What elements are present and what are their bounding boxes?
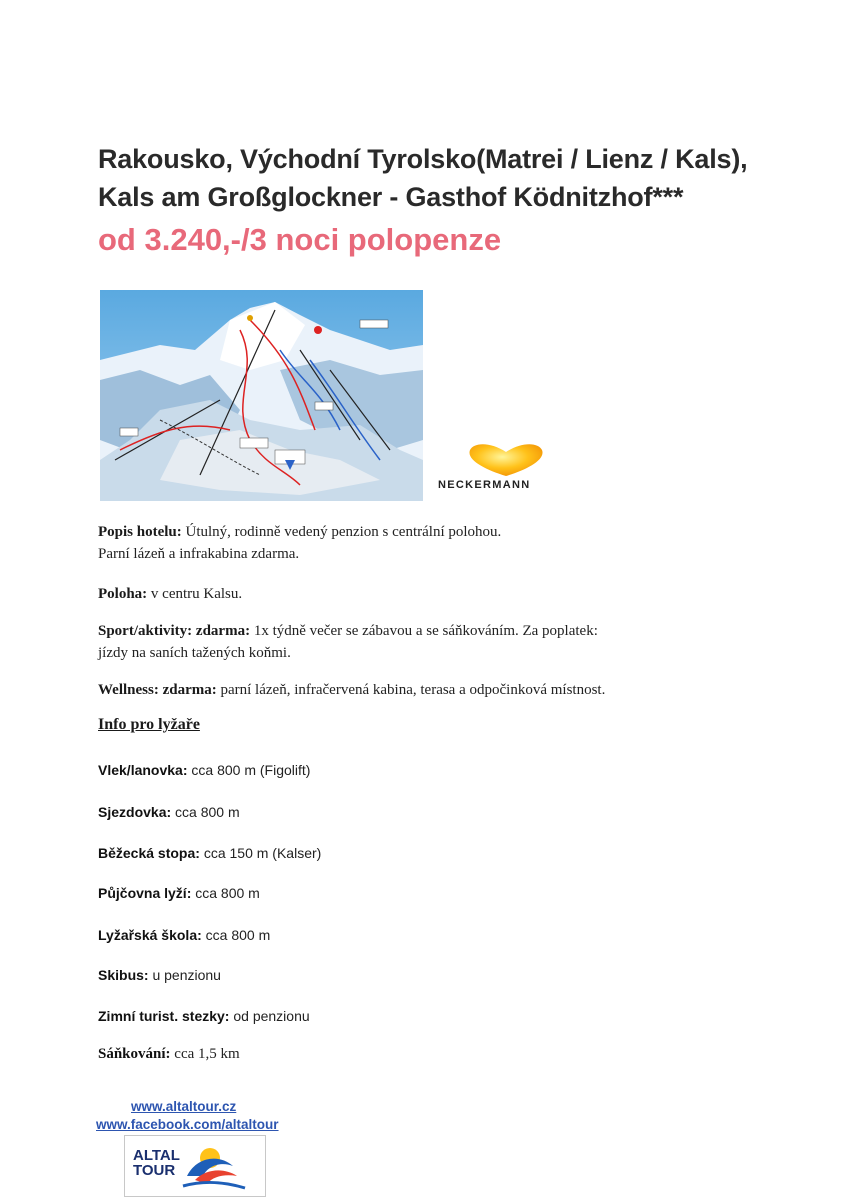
ski-info-heading: Info pro lyžaře	[98, 716, 200, 733]
neckermann-wordmark: NECKERMANN	[438, 479, 531, 491]
neckermann-heart-icon	[436, 440, 576, 480]
ski-info-value: cca 800 m (Figolift)	[187, 762, 311, 778]
ski-info-label: Půjčovna lyží:	[98, 885, 192, 901]
wellness-label: Wellness: zdarma:	[98, 682, 217, 698]
ski-info-label: Běžecká stopa:	[98, 845, 200, 861]
ski-info-value: cca 1,5 km	[170, 1046, 240, 1062]
ski-info-value: u penzionu	[148, 967, 221, 983]
hotel-description	[98, 521, 501, 565]
title-line-1: Rakousko, Východní Tyrolsko(Matrei / Lienz / Kals),	[98, 144, 748, 174]
ski-info-row	[98, 1008, 310, 1024]
title-line-2: Kals am Großglockner - Gasthof Ködnitzhof***	[98, 182, 684, 212]
altal-line-1: ALTAL	[133, 1147, 180, 1164]
altal-line-2: TOUR	[133, 1162, 176, 1179]
location-label: Poloha:	[98, 586, 148, 602]
ski-info-row	[98, 762, 310, 778]
wellness-text: parní lázeň, infračervená kabina, terasa a odpočinková místnost.	[216, 682, 606, 698]
ski-info-value: cca 800 m	[201, 927, 271, 943]
ski-info-row	[98, 1046, 240, 1063]
ski-info-row	[98, 967, 221, 983]
sport-text-2: jízdy na saních tažených koňmi.	[98, 645, 291, 661]
altal-tour-logo	[124, 1135, 266, 1197]
location-paragraph	[98, 583, 242, 605]
ski-info-row	[98, 845, 321, 861]
hotel-label: Popis hotelu:	[98, 524, 182, 540]
website-link[interactable]: www.altaltour.cz	[131, 1099, 237, 1114]
ski-info-value: od penzionu	[229, 1008, 310, 1024]
ski-info-label: Zimní turist. stezky:	[98, 1008, 230, 1024]
page-title	[98, 140, 747, 216]
hotel-text-2: Parní lázeň a infrakabina zdarma.	[98, 546, 300, 562]
ski-info-row	[98, 927, 270, 943]
ski-info-label: Sjezdovka:	[98, 804, 172, 820]
facebook-link[interactable]: www.facebook.com/altaltour	[96, 1117, 279, 1132]
ski-info-label: Sáňkování:	[98, 1046, 171, 1062]
ski-info-value: cca 800 m	[191, 885, 260, 901]
ski-info-row	[98, 804, 240, 820]
ski-info-label: Lyžařská škola:	[98, 927, 202, 943]
price-heading: od 3.240,-/3 noci polopenze	[98, 222, 502, 257]
ski-info-row	[98, 885, 260, 901]
sport-label: Sport/aktivity: zdarma:	[98, 623, 251, 639]
sport-text-1: 1x týdně večer se zábavou a se sáňkováním. Za poplatek:	[250, 623, 598, 639]
ski-info-value: cca 800 m	[171, 804, 240, 820]
ski-info-label: Vlek/lanovka:	[98, 762, 188, 778]
hotel-text-1: Útulný, rodinně vedený penzion s centrální polohou.	[181, 524, 502, 540]
wellness-paragraph	[98, 679, 605, 701]
sport-paragraph	[98, 620, 598, 664]
location-text: v centru Kalsu.	[147, 586, 243, 602]
ski-area-map	[100, 290, 423, 501]
altal-wordmark	[133, 1148, 180, 1178]
neckermann-logo	[436, 440, 576, 490]
ski-info-label: Skibus:	[98, 967, 149, 983]
ski-info-value: cca 150 m (Kalser)	[199, 845, 322, 861]
